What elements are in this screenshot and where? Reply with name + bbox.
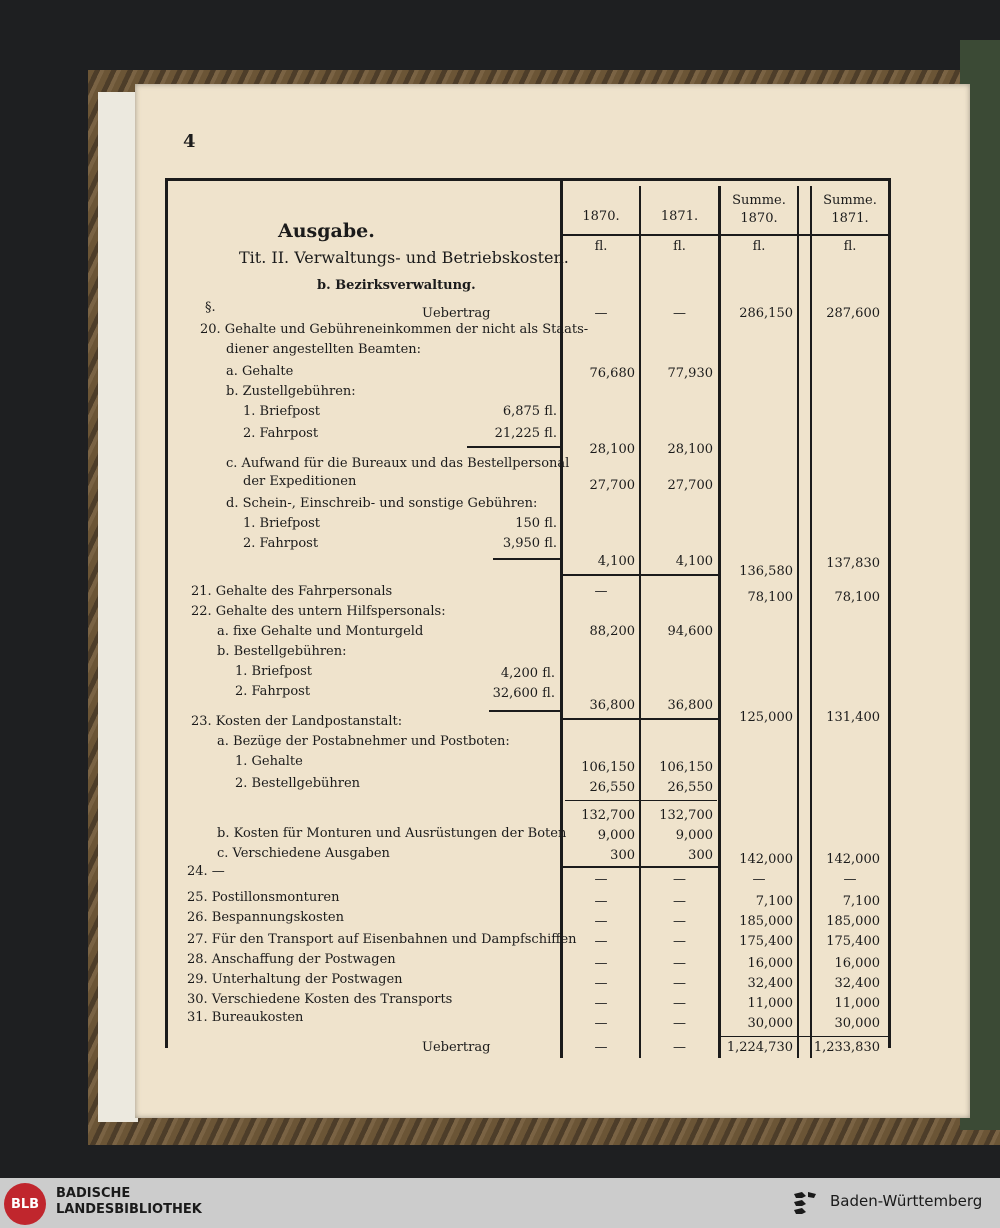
row-29-label: 29. Unterhaltung der Postwagen: [187, 972, 403, 987]
row-24-sum-1870: —: [752, 872, 766, 887]
row-20d-1870: 4,100: [597, 554, 635, 569]
row-23-label: 23. Kosten der Landpostanstalt:: [191, 714, 403, 729]
row-23a1-1871: 106,150: [659, 760, 713, 775]
row-26-sum-1871: 185,000: [826, 914, 880, 929]
col-header-sum-1871: Summe. 1871.: [823, 193, 877, 226]
row-21-sum-1871: 78,100: [834, 590, 880, 605]
row-30-label: 30. Verschiedene Kosten des Transports: [187, 992, 453, 1007]
row-20b-1871: 28,100: [667, 442, 713, 457]
row-30-1871: —: [673, 996, 686, 1011]
row-22-rule: [563, 718, 720, 720]
total-rule: [721, 1036, 888, 1037]
row-20d2-label: 2. Fahrpost: [243, 536, 319, 551]
row-22b-1871: 36,800: [667, 698, 713, 713]
row-21-1870: —: [594, 584, 608, 599]
row-21-sum-1870: 78,100: [747, 590, 793, 605]
row-20c-line1: c. Aufwand für die Bureaux und das Bestellpersonal: [226, 456, 570, 471]
row-26-1870: —: [594, 914, 608, 929]
row-30-1870: —: [594, 996, 608, 1011]
row-25-sum-1871: 7,100: [842, 894, 880, 909]
row-29-sum-1871: 32,400: [834, 976, 880, 991]
row-22b-label: b. Bestellgebühren:: [217, 644, 347, 659]
row-23a2-1871: 26,550: [667, 780, 713, 795]
row-22-sum-1870: 125,000: [739, 710, 793, 725]
unit-1871: fl.: [673, 239, 686, 254]
paragraph-sign: §.: [205, 300, 216, 315]
col-header-1870: 1870.: [582, 209, 620, 224]
page-number: 4: [183, 131, 196, 152]
viewer-footer: [0, 1178, 1000, 1228]
frame-right: [888, 178, 891, 1048]
carry-forward-1871: —: [673, 306, 686, 321]
row-20b2-label: 2. Fahrpost: [243, 426, 319, 441]
carry-forward-bottom-sum-1870: 1,224,730: [726, 1040, 793, 1055]
row-20d-rule: [493, 558, 560, 560]
row-28-sum-1871: 16,000: [834, 956, 880, 971]
row-20-sum-1870: 136,580: [739, 564, 793, 579]
row-23b-1870: 9,000: [597, 828, 635, 843]
table-title: Ausgabe.: [278, 220, 375, 242]
header-underline: [560, 234, 890, 236]
row-23-sum-1870: 142,000: [739, 852, 793, 867]
row-20d1-value: 150 fl.: [515, 516, 557, 531]
row-31-1871: —: [673, 1016, 686, 1031]
row-22a-1870: 88,200: [589, 624, 635, 639]
carry-forward-label: Uebertrag: [422, 306, 491, 321]
row-25-label: 25. Postillonsmonturen: [187, 890, 340, 905]
row-20-line1: 20. Gehalte und Gebühreneinkommen der nicht als Staats-: [200, 322, 589, 337]
row-20-line2: diener angestellten Beamten:: [226, 342, 422, 357]
row-20d2-value: 3,950 fl.: [502, 536, 557, 551]
row-22b-1870: 36,800: [589, 698, 635, 713]
row-21-label: 21. Gehalte des Fahrpersonals: [191, 584, 393, 599]
row-23a-1871: 132,700: [659, 808, 713, 823]
row-24-1870: —: [594, 872, 608, 887]
blb-name-line2: LANDESBIBLIOTHEK: [56, 1202, 202, 1217]
row-22-label: 22. Gehalte des untern Hilfspersonals:: [191, 604, 446, 619]
row-20a-1871: 77,930: [667, 366, 713, 381]
lions-crest-icon: [790, 1188, 820, 1218]
row-23a-1870: 132,700: [581, 808, 635, 823]
row-22-sum-1871: 131,400: [826, 710, 880, 725]
carry-forward-bottom-sum-1871: 1,233,830: [813, 1040, 880, 1055]
carry-forward-bottom-1871: —: [673, 1040, 686, 1055]
row-29-1870: —: [594, 976, 608, 991]
row-23b-label: b. Kosten für Monturen und Ausrüstungen der Boten: [217, 826, 567, 841]
row-23a1-1870: 106,150: [581, 760, 635, 775]
row-23-rule: [563, 866, 720, 868]
row-22b1-value: 4,200 fl.: [500, 666, 555, 681]
row-20b2-value: 21,225 fl.: [494, 426, 557, 441]
row-20d-label: d. Schein-, Einschreib- und sonstige Gebühren:: [226, 496, 538, 511]
row-20-sum-1871: 137,830: [826, 556, 880, 571]
carry-forward-bottom-label: Uebertrag: [422, 1040, 491, 1055]
row-31-sum-1870: 30,000: [747, 1016, 793, 1031]
row-20c-line2: der Expeditionen: [243, 474, 357, 489]
table-subtitle: Tit. II. Verwaltungs- und Betriebskosten.: [239, 248, 569, 267]
row-23c-1871: 300: [688, 848, 713, 863]
row-23a2-1870: 26,550: [589, 780, 635, 795]
row-20b-1870: 28,100: [589, 442, 635, 457]
col-header-sum-1870: Summe. 1870.: [732, 193, 786, 226]
row-23-sum-1871: 142,000: [826, 852, 880, 867]
row-20b-label: b. Zustellgebühren:: [226, 384, 356, 399]
row-28-1870: —: [594, 956, 608, 971]
blb-name[interactable]: [56, 1186, 202, 1218]
row-23c-1870: 300: [610, 848, 635, 863]
row-22b2-label: 2. Fahrpost: [235, 684, 311, 699]
row-27-1871: —: [673, 934, 686, 949]
row-30-sum-1871: 11,000: [834, 996, 880, 1011]
row-31-1870: —: [594, 1016, 608, 1031]
row-24-label: 24. —: [187, 864, 225, 879]
row-22b1-label: 1. Briefpost: [235, 664, 313, 679]
blb-logo[interactable]: BLB: [4, 1183, 46, 1225]
bw-name[interactable]: Baden-Württemberg: [830, 1192, 983, 1210]
carry-forward-sum-1870: 286,150: [739, 306, 793, 321]
blb-name-line1: BADISCHE: [56, 1186, 131, 1201]
row-25-1870: —: [594, 894, 608, 909]
frame-left: [165, 178, 168, 1048]
frame-top: [165, 178, 891, 181]
row-28-1871: —: [673, 956, 686, 971]
row-27-sum-1871: 175,400: [826, 934, 880, 949]
carry-forward-sum-1871: 287,600: [826, 306, 880, 321]
row-20a-label: a. Gehalte: [226, 364, 294, 379]
row-26-label: 26. Bespannungskosten: [187, 910, 344, 925]
row-25-1871: —: [673, 894, 686, 909]
row-22b-rule: [489, 710, 560, 712]
budget-table: [165, 178, 893, 1055]
row-27-1870: —: [594, 934, 608, 949]
row-22a-1871: 94,600: [667, 624, 713, 639]
row-24-1871: —: [673, 872, 686, 887]
row-23c-label: c. Verschiedene Ausgaben: [217, 846, 390, 861]
row-25-sum-1870: 7,100: [755, 894, 793, 909]
row-26-sum-1870: 185,000: [739, 914, 793, 929]
row-29-sum-1870: 32,400: [747, 976, 793, 991]
carry-forward-1870: —: [594, 306, 608, 321]
col-sep-4: [797, 186, 799, 1058]
col-header-1871: 1871.: [660, 209, 699, 224]
unit-sum-1871: fl.: [843, 239, 857, 254]
row-31-label: 31. Bureaukosten: [187, 1010, 304, 1025]
unit-1870: fl.: [594, 239, 608, 254]
row-23a-rule: [565, 800, 717, 801]
unit-sum-1870: fl.: [752, 239, 766, 254]
row-20b1-value: 6,875 fl.: [502, 404, 557, 419]
row-20-rule: [563, 574, 720, 576]
row-20d1-label: 1. Briefpost: [243, 516, 321, 531]
row-23a-label: a. Bezüge der Postabnehmer und Postboten:: [217, 734, 510, 749]
row-28-sum-1870: 16,000: [747, 956, 793, 971]
row-27-sum-1870: 175,400: [739, 934, 793, 949]
row-20d-1871: 4,100: [675, 554, 713, 569]
underlying-leaf: [98, 92, 138, 1122]
row-24-sum-1871: —: [843, 872, 857, 887]
carry-forward-bottom-1870: —: [594, 1040, 608, 1055]
row-22a-label: a. fixe Gehalte und Monturgeld: [217, 624, 424, 639]
row-20b1-label: 1. Briefpost: [243, 404, 321, 419]
row-20a-1870: 76,680: [589, 366, 635, 381]
row-30-sum-1870: 11,000: [747, 996, 793, 1011]
row-20c-1871: 27,700: [667, 478, 713, 493]
row-20c-1870: 27,700: [589, 478, 635, 493]
row-29-1871: —: [673, 976, 686, 991]
row-31-sum-1871: 30,000: [834, 1016, 880, 1031]
row-20b-rule: [467, 446, 560, 448]
row-23a2-label: 2. Bestellgebühren: [235, 776, 361, 791]
row-27-label: 27. Für den Transport auf Eisenbahnen und Dampfschiffen: [187, 932, 577, 947]
row-28-label: 28. Anschaffung der Postwagen: [187, 952, 396, 967]
section-heading: b. Bezirksverwaltung.: [317, 278, 476, 293]
row-23b-1871: 9,000: [675, 828, 713, 843]
row-22b2-value: 32,600 fl.: [492, 686, 555, 701]
row-26-1871: —: [673, 914, 686, 929]
row-23a1-label: 1. Gehalte: [235, 754, 303, 769]
